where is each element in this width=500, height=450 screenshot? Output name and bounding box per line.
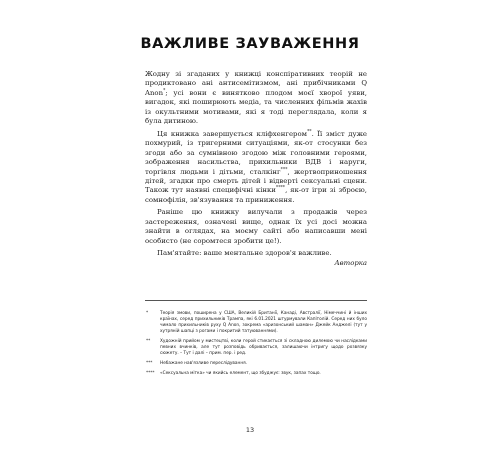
footnote-text: Теорія змови, поширена у США, Великій Британії, Канаді, Австралії, Німеччині й інших країнах, серед прихильників Трампа, які 6.01.2021 штурмували Капітолій. Серед них було чимало прихильників руху Q Anon, зокрема «аризонський шаман» Джейк Анджелі (тут у хутряній шапці з рогами і покритий татуюваннями). [160, 311, 367, 335]
paragraph-1: Жодну зі згаданих у книжці конспіративних теорій не продиктовано ані антисемітизмом, ані прибічниками Q Anon*; усі вони є винятково плодом моєї хворої уяви, вигадок, які поширюють медіа, та численних фільмів жахів із окультними мотивами, які я тоді переглядала, коли я була дитиною. [145, 70, 367, 126]
footnote-item [145, 371, 367, 377]
footnote-item [145, 361, 367, 367]
footnote-mark: ** [146, 338, 151, 344]
footnote-item [145, 311, 367, 335]
footnote-mark: **** [146, 370, 155, 376]
paragraph-2: Ця книжка завершується клiфхенгером**. Її зміст дуже похмурий, із тригерними ситуаціями, як-от стосунки без згоди або за сумнівною згодою між головними героями, зображення насильства, прихильники ВДВ і наруги, торгівля людьми і дітьми, сталкінг***, жертвоприношення дітей, згадки про смерть дітей і відверті сексуальні сцени. Також тут наявні специфічні кінки****, як-от ігри зі зброєю, сомнофілія, зв'язування та приниження. [145, 129, 367, 204]
footnote-mark: *** [146, 360, 153, 366]
paragraph-4: Пам'ятайте: ваше ментальне здоров'я важливе. [157, 249, 332, 258]
footnote-text: Небажане нав'язливе переслідування. [160, 360, 248, 366]
page-title: ВАЖЛИВЕ ЗАУВАЖЕННЯ [140, 36, 360, 52]
footnote-text: Художній прийом у мистецтві, коли герой стикається зі складною дилемою чи наслідками певних вчинків, але тут розповідь обривається, залишаючи інтригу щодо розвязку сюжету. – Тут і далі – прим. пер. і ред. [160, 338, 367, 357]
footnote-ref-2: ** [306, 129, 312, 135]
footnote-ref-3: *** [280, 167, 288, 173]
footnote-ref-4: **** [275, 186, 286, 192]
footnote-ref-1: * [163, 88, 166, 94]
paragraph-3: Раніше цю книжку вилучали з продажів через застереження, означені вище, однак їх усі досі можна знайти в оглядах, на моєму сайті або написавши мені особисто (не соромтеся зробити це!). [145, 208, 367, 245]
footnote-mark: * [146, 311, 149, 316]
page-number: 13 [245, 426, 255, 434]
footnotes [145, 300, 367, 380]
footnote-text: «Сексуальна мітка» чи якийсь елемент, що збуджує: звук, запах тощо. [160, 370, 321, 376]
body-text [145, 70, 367, 268]
footnote-item [145, 339, 367, 357]
author-signature: Авторка [334, 258, 367, 267]
